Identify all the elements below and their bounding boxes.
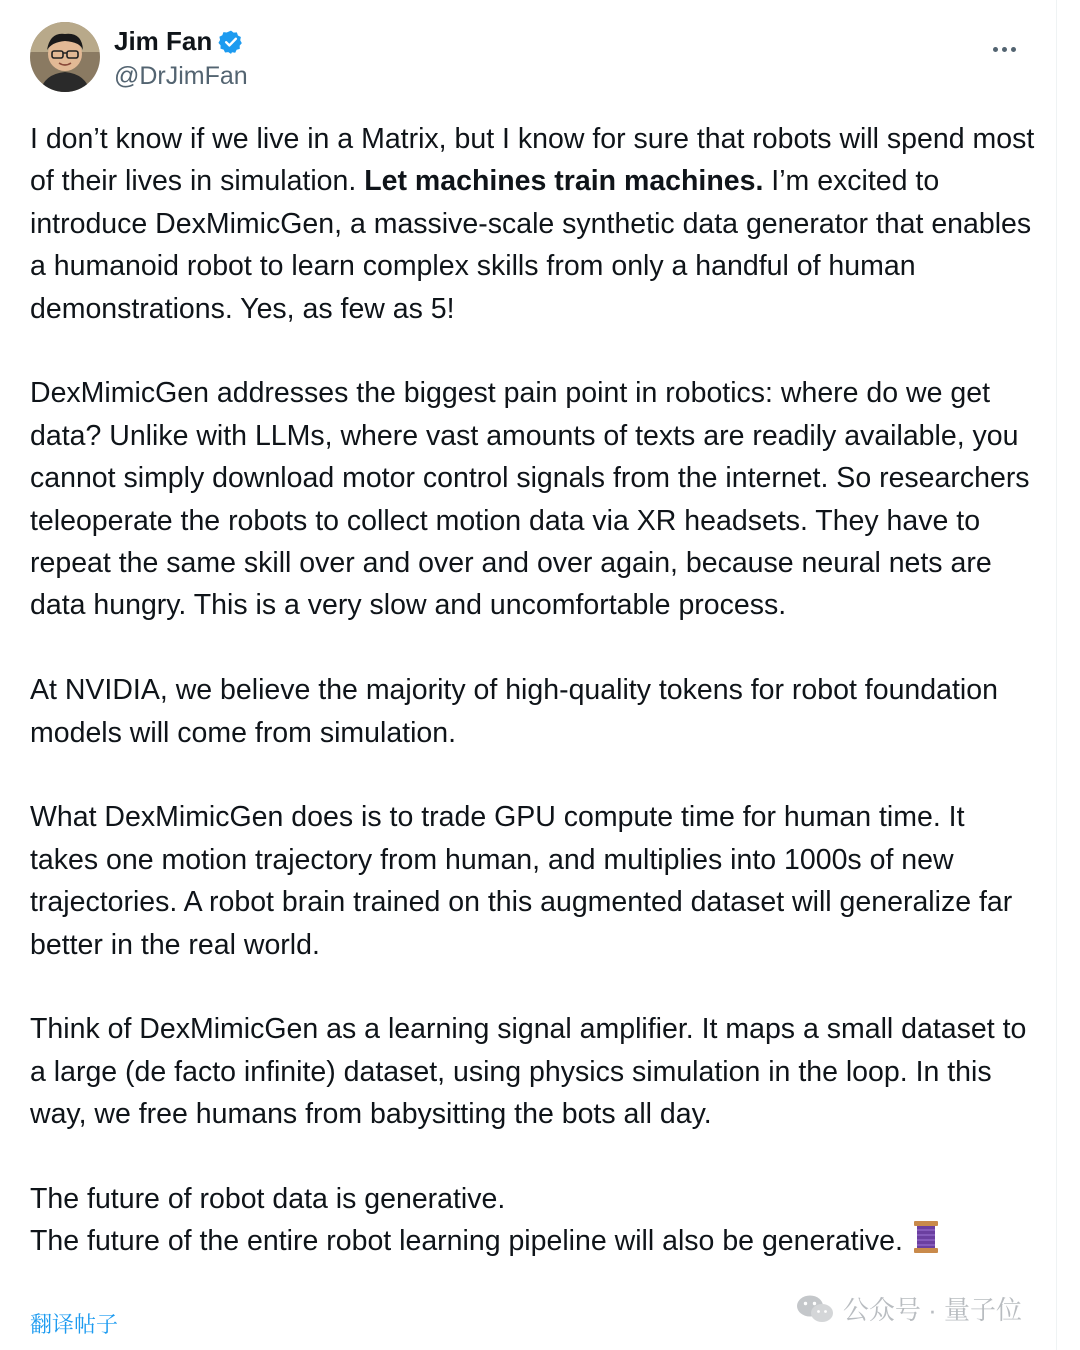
avatar[interactable]	[30, 22, 100, 92]
tweet-header	[30, 22, 1030, 96]
author-name-row	[114, 26, 244, 57]
more-dots-icon[interactable]	[984, 34, 1024, 64]
thread-spool-icon	[911, 1220, 941, 1254]
tweet-text	[30, 118, 1040, 1263]
tweet-p6-line1: The future of robot data is generative.	[30, 1183, 506, 1216]
tweet-p1-bold: Let machines train machines.	[364, 165, 764, 198]
translate-post-link[interactable]: 翻译帖子	[30, 1312, 119, 1337]
tweet-paragraph-6	[30, 1178, 1040, 1263]
verified-badge-icon	[218, 29, 244, 55]
tweet-p6-line2: The future of the entire robot learning pipeline will also be generative.	[30, 1225, 903, 1258]
tweet-p1-rest: I’m excited to introduce DexMimicGen, a massive-scale synthetic data generator that enables a humanoid robot to learn complex skills from only a handful of human demonstrations. Yes, as few as 5!	[30, 165, 1032, 325]
watermark	[795, 1290, 1022, 1327]
author-name[interactable]: Jim Fan	[114, 26, 213, 56]
tweet-paragraph-4: What DexMimicGen does is to trade GPU compute time for human time. It takes one motion trajectory from human, and multiplies into 1000s of new trajectories. A robot brain trained on this augmented dataset will generalize far better in the real world.	[30, 801, 1013, 961]
tweet-paragraph-3: At NVIDIA, we believe the majority of high-quality tokens for robot foundation models will come from simulation.	[30, 674, 998, 749]
tweet-p1-intro: I don’t know if we live in a Matrix, but I know for sure that robots will spend most of their lives in simulation.	[30, 123, 1035, 198]
tweet-paragraph-1	[30, 118, 1040, 330]
author-handle[interactable]: @DrJimFan	[114, 62, 248, 90]
watermark-text: 公众号 · 量子位	[842, 1295, 1022, 1325]
wechat-icon	[795, 1292, 835, 1326]
tweet-paragraph-2: DexMimicGen addresses the biggest pain point in robotics: where do we get data? Unlike with LLMs, where vast amounts of texts are readily available, you cannot simply download motor control signals from the internet. So researchers teleoperate the robots to collect motion data via XR headsets. They have to repeat the same skill over and over and over again, because neural nets are data hungry. This is a very slow and uncomfortable process.	[30, 377, 1030, 622]
tweet-paragraph-5: Think of DexMimicGen as a learning signal amplifier. It maps a small dataset to a large (de facto infinite) dataset, using physics simulation in the loop. In this way, we free humans from babysitting the bots all day.	[30, 1013, 1027, 1131]
